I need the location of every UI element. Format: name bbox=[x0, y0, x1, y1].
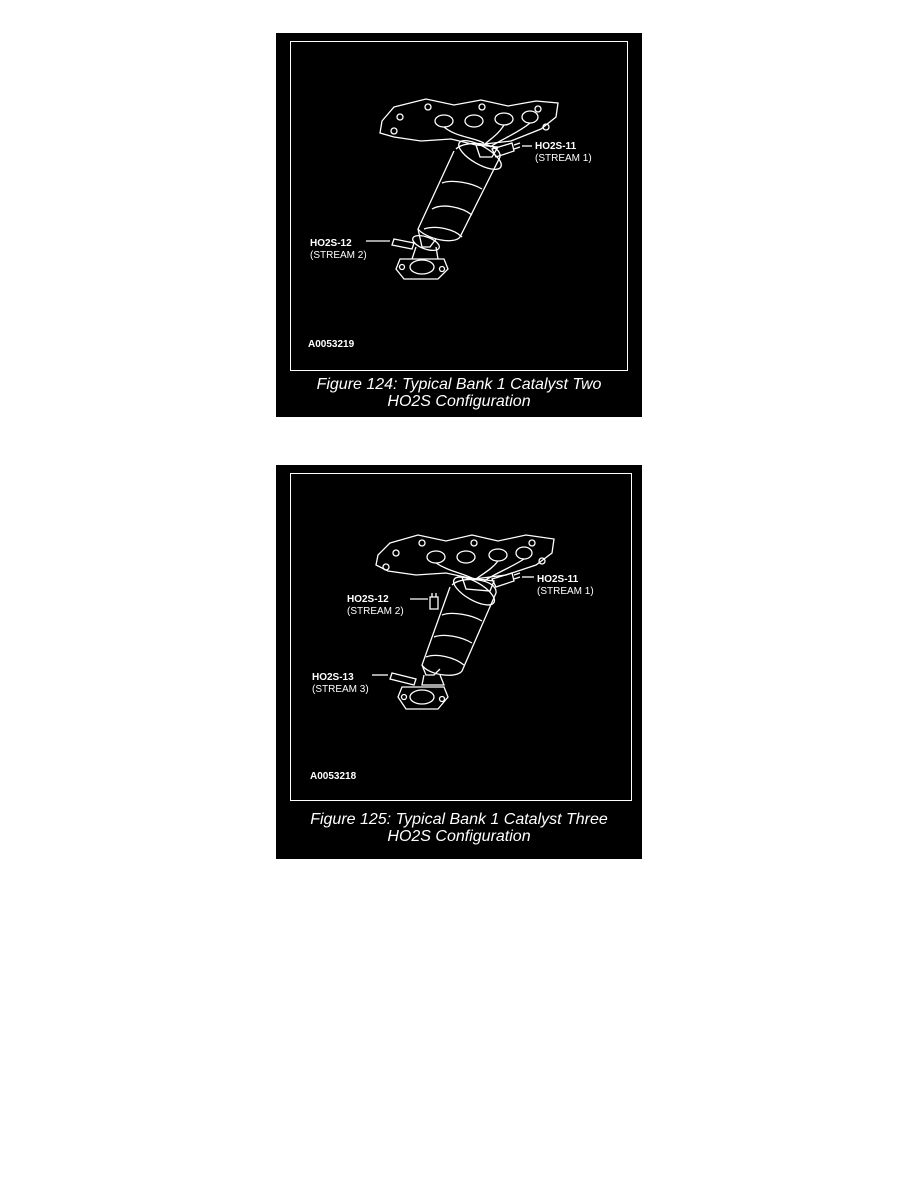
catalyst-three-sensor-illustration bbox=[276, 465, 642, 859]
sensor-label-ho2s-13 bbox=[312, 672, 369, 696]
figure-125 bbox=[276, 465, 642, 859]
sensor-stream: (STREAM 1) bbox=[535, 153, 592, 164]
figure-caption bbox=[276, 811, 642, 845]
caption-line-2: HO2S Configuration bbox=[387, 828, 531, 845]
sensor-name: HO2S-13 bbox=[312, 672, 354, 683]
figure-124 bbox=[276, 33, 642, 417]
figure-caption bbox=[276, 376, 642, 410]
sensor-label-ho2s-11 bbox=[537, 574, 594, 598]
sensor-name: HO2S-11 bbox=[535, 141, 577, 152]
sensor-stream: (STREAM 2) bbox=[347, 606, 404, 617]
catalyst-two-sensor-illustration bbox=[276, 33, 642, 417]
figure-code: A0053218 bbox=[310, 771, 357, 782]
figure-code: A0053219 bbox=[308, 339, 355, 350]
sensor-label-ho2s-12 bbox=[347, 594, 404, 618]
sensor-label-ho2s-11 bbox=[535, 141, 592, 165]
sensor-name: HO2S-11 bbox=[537, 574, 579, 585]
sensor-label-ho2s-12 bbox=[310, 238, 367, 262]
sensor-name: HO2S-12 bbox=[310, 238, 352, 249]
sensor-stream: (STREAM 1) bbox=[537, 586, 594, 597]
caption-line-2: HO2S Configuration bbox=[387, 393, 531, 410]
sensor-stream: (STREAM 3) bbox=[312, 684, 369, 695]
caption-line-1: Figure 125: Typical Bank 1 Catalyst Three bbox=[310, 811, 608, 828]
sensor-stream: (STREAM 2) bbox=[310, 250, 367, 261]
caption-line-1: Figure 124: Typical Bank 1 Catalyst Two bbox=[316, 376, 602, 393]
sensor-name: HO2S-12 bbox=[347, 594, 389, 605]
